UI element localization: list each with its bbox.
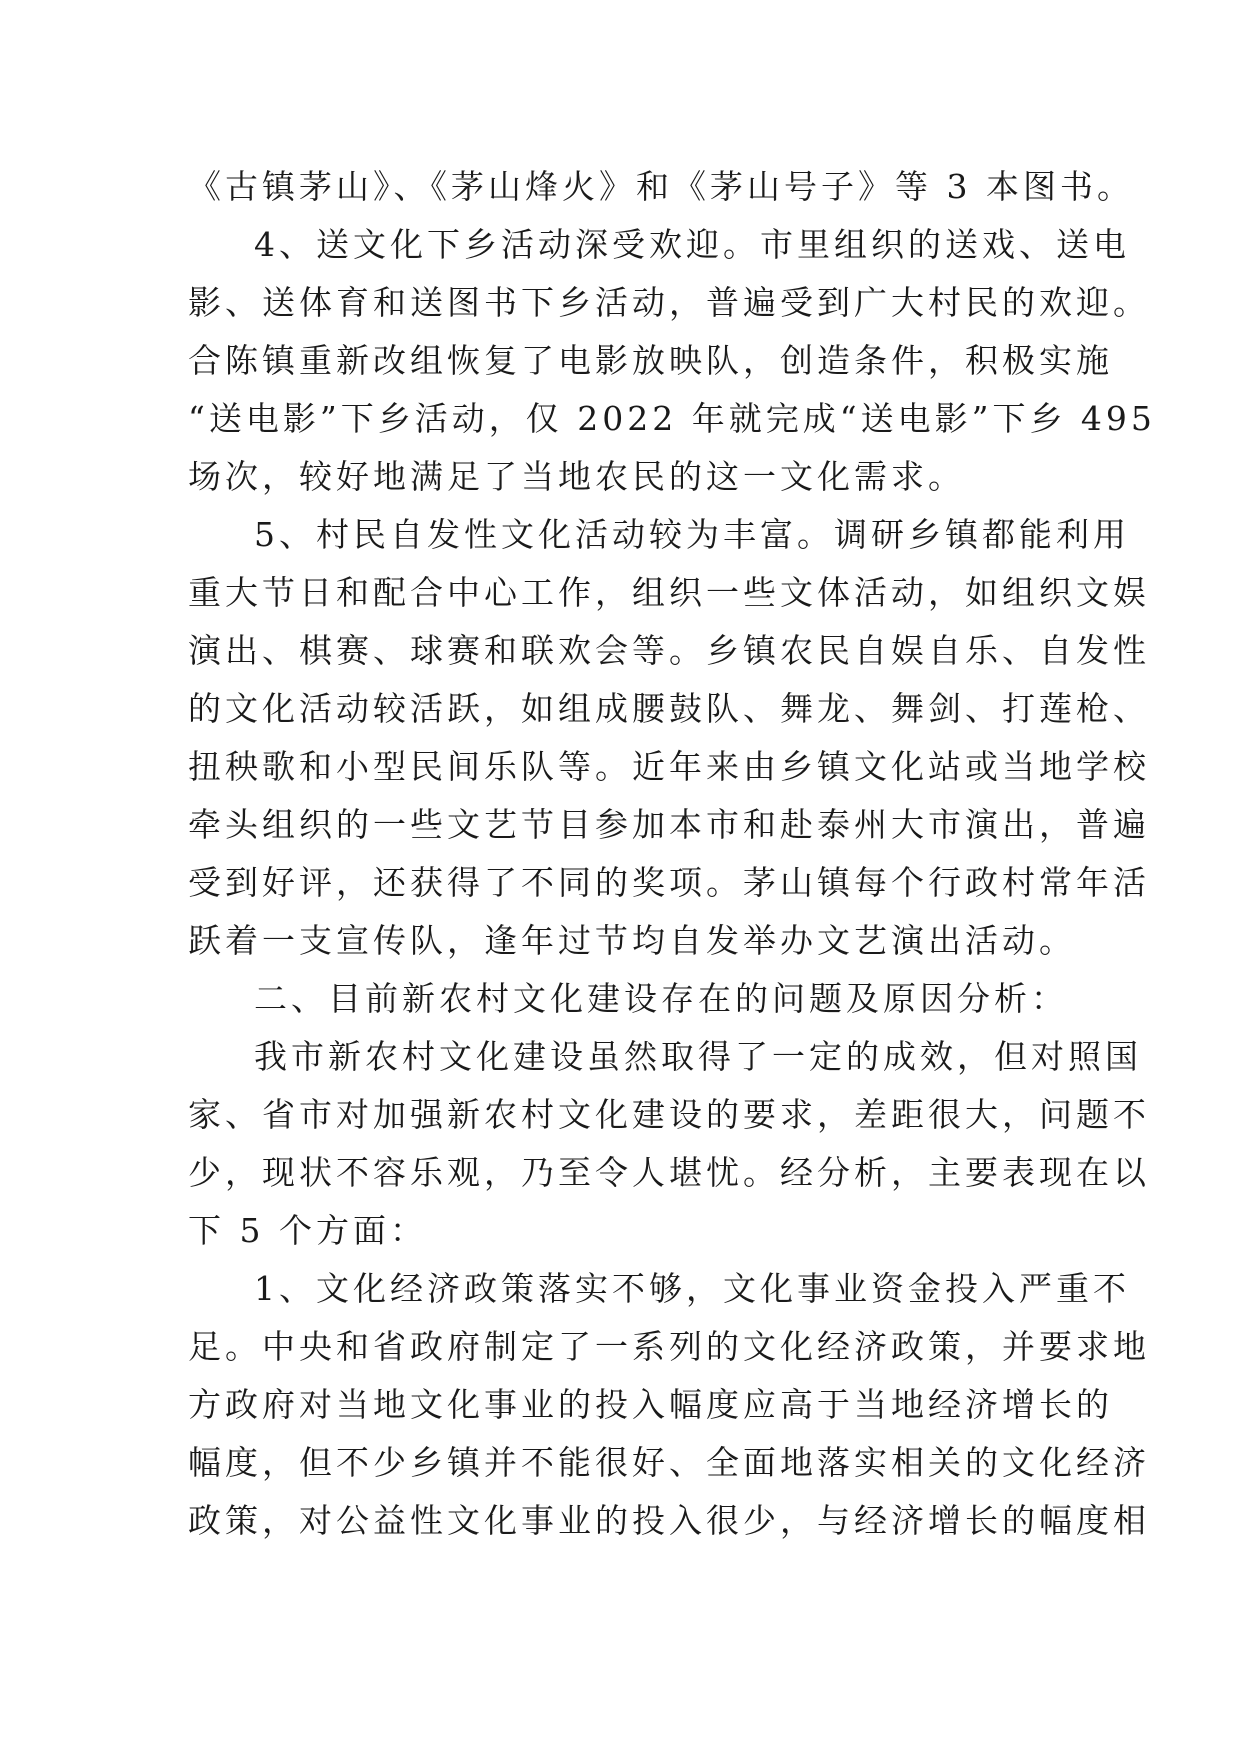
text-line: 牵头组织的一些文艺节目参加本市和赴泰州大市演出，普遍 (188, 805, 1150, 844)
text-line: 少，现状不容乐观，乃至令人堪忧。经分析，主要表现在以 (188, 1153, 1150, 1192)
paragraph (188, 216, 1156, 506)
text-line: 扭秧歌和小型民间乐队等。近年来由乡镇文化站或当地学校 (188, 747, 1150, 786)
text-line: 我市新农村文化建设虽然取得了一定的成效，但对照国 (254, 1037, 1142, 1076)
text-line: 合陈镇重新改组恢复了电影放映队，创造条件，积极实施 (188, 341, 1113, 380)
paragraph (188, 506, 1150, 970)
paragraph (188, 1028, 1150, 1260)
text-line: 政策，对公益性文化事业的投入很少，与经济增长的幅度相 (188, 1501, 1150, 1540)
text-line: 下 5 个方面： (188, 1211, 427, 1250)
paragraph (188, 158, 1134, 216)
text-line: 足。中央和省政府制定了一系列的文化经济政策，并要求地 (188, 1327, 1150, 1366)
text-line: 方政府对当地文化事业的投入幅度应高于当地经济增长的 (188, 1385, 1113, 1424)
text-line: 跃着一支宣传队，逢年过节均自发举办文艺演出活动。 (188, 921, 1076, 960)
text-line: 5、村民自发性文化活动较为丰富。调研乡镇都能利用 (254, 515, 1130, 554)
text-line: “送电影”下乡活动，仅 2022 年就完成“送电影”下乡 495 (188, 399, 1156, 438)
text-line: 受到好评，还获得了不同的奖项。茅山镇每个行政村常年活 (188, 863, 1150, 902)
text-line: 的文化活动较活跃，如组成腰鼓队、舞龙、舞剑、打莲枪、 (188, 689, 1150, 728)
text-line: 影、送体育和送图书下乡活动，普遍受到广大村民的欢迎。 (188, 283, 1150, 322)
document-page (188, 158, 1156, 1550)
text-line: 4、送文化下乡活动深受欢迎。市里组织的送戏、送电 (254, 225, 1130, 264)
text-line: 《古镇茅山》、《茅山烽火》和《茅山号子》等 3 本图书。 (188, 167, 1134, 206)
text-line: 场次，较好地满足了当地农民的这一文化需求。 (188, 457, 965, 496)
text-line: 重大节日和配合中心工作，组织一些文体活动，如组织文娱 (188, 573, 1150, 612)
text-line: 1、文化经济政策落实不够，文化事业资金投入严重不 (254, 1269, 1130, 1308)
paragraph (188, 1260, 1150, 1550)
text-line: 幅度，但不少乡镇并不能很好、全面地落实相关的文化经济 (188, 1443, 1150, 1482)
paragraph (188, 970, 1068, 1028)
text-line: 二、目前新农村文化建设存在的问题及原因分析： (254, 979, 1068, 1018)
text-line: 演出、棋赛、球赛和联欢会等。乡镇农民自娱自乐、自发性 (188, 631, 1150, 670)
text-line: 家、省市对加强新农村文化建设的要求，差距很大，问题不 (188, 1095, 1150, 1134)
